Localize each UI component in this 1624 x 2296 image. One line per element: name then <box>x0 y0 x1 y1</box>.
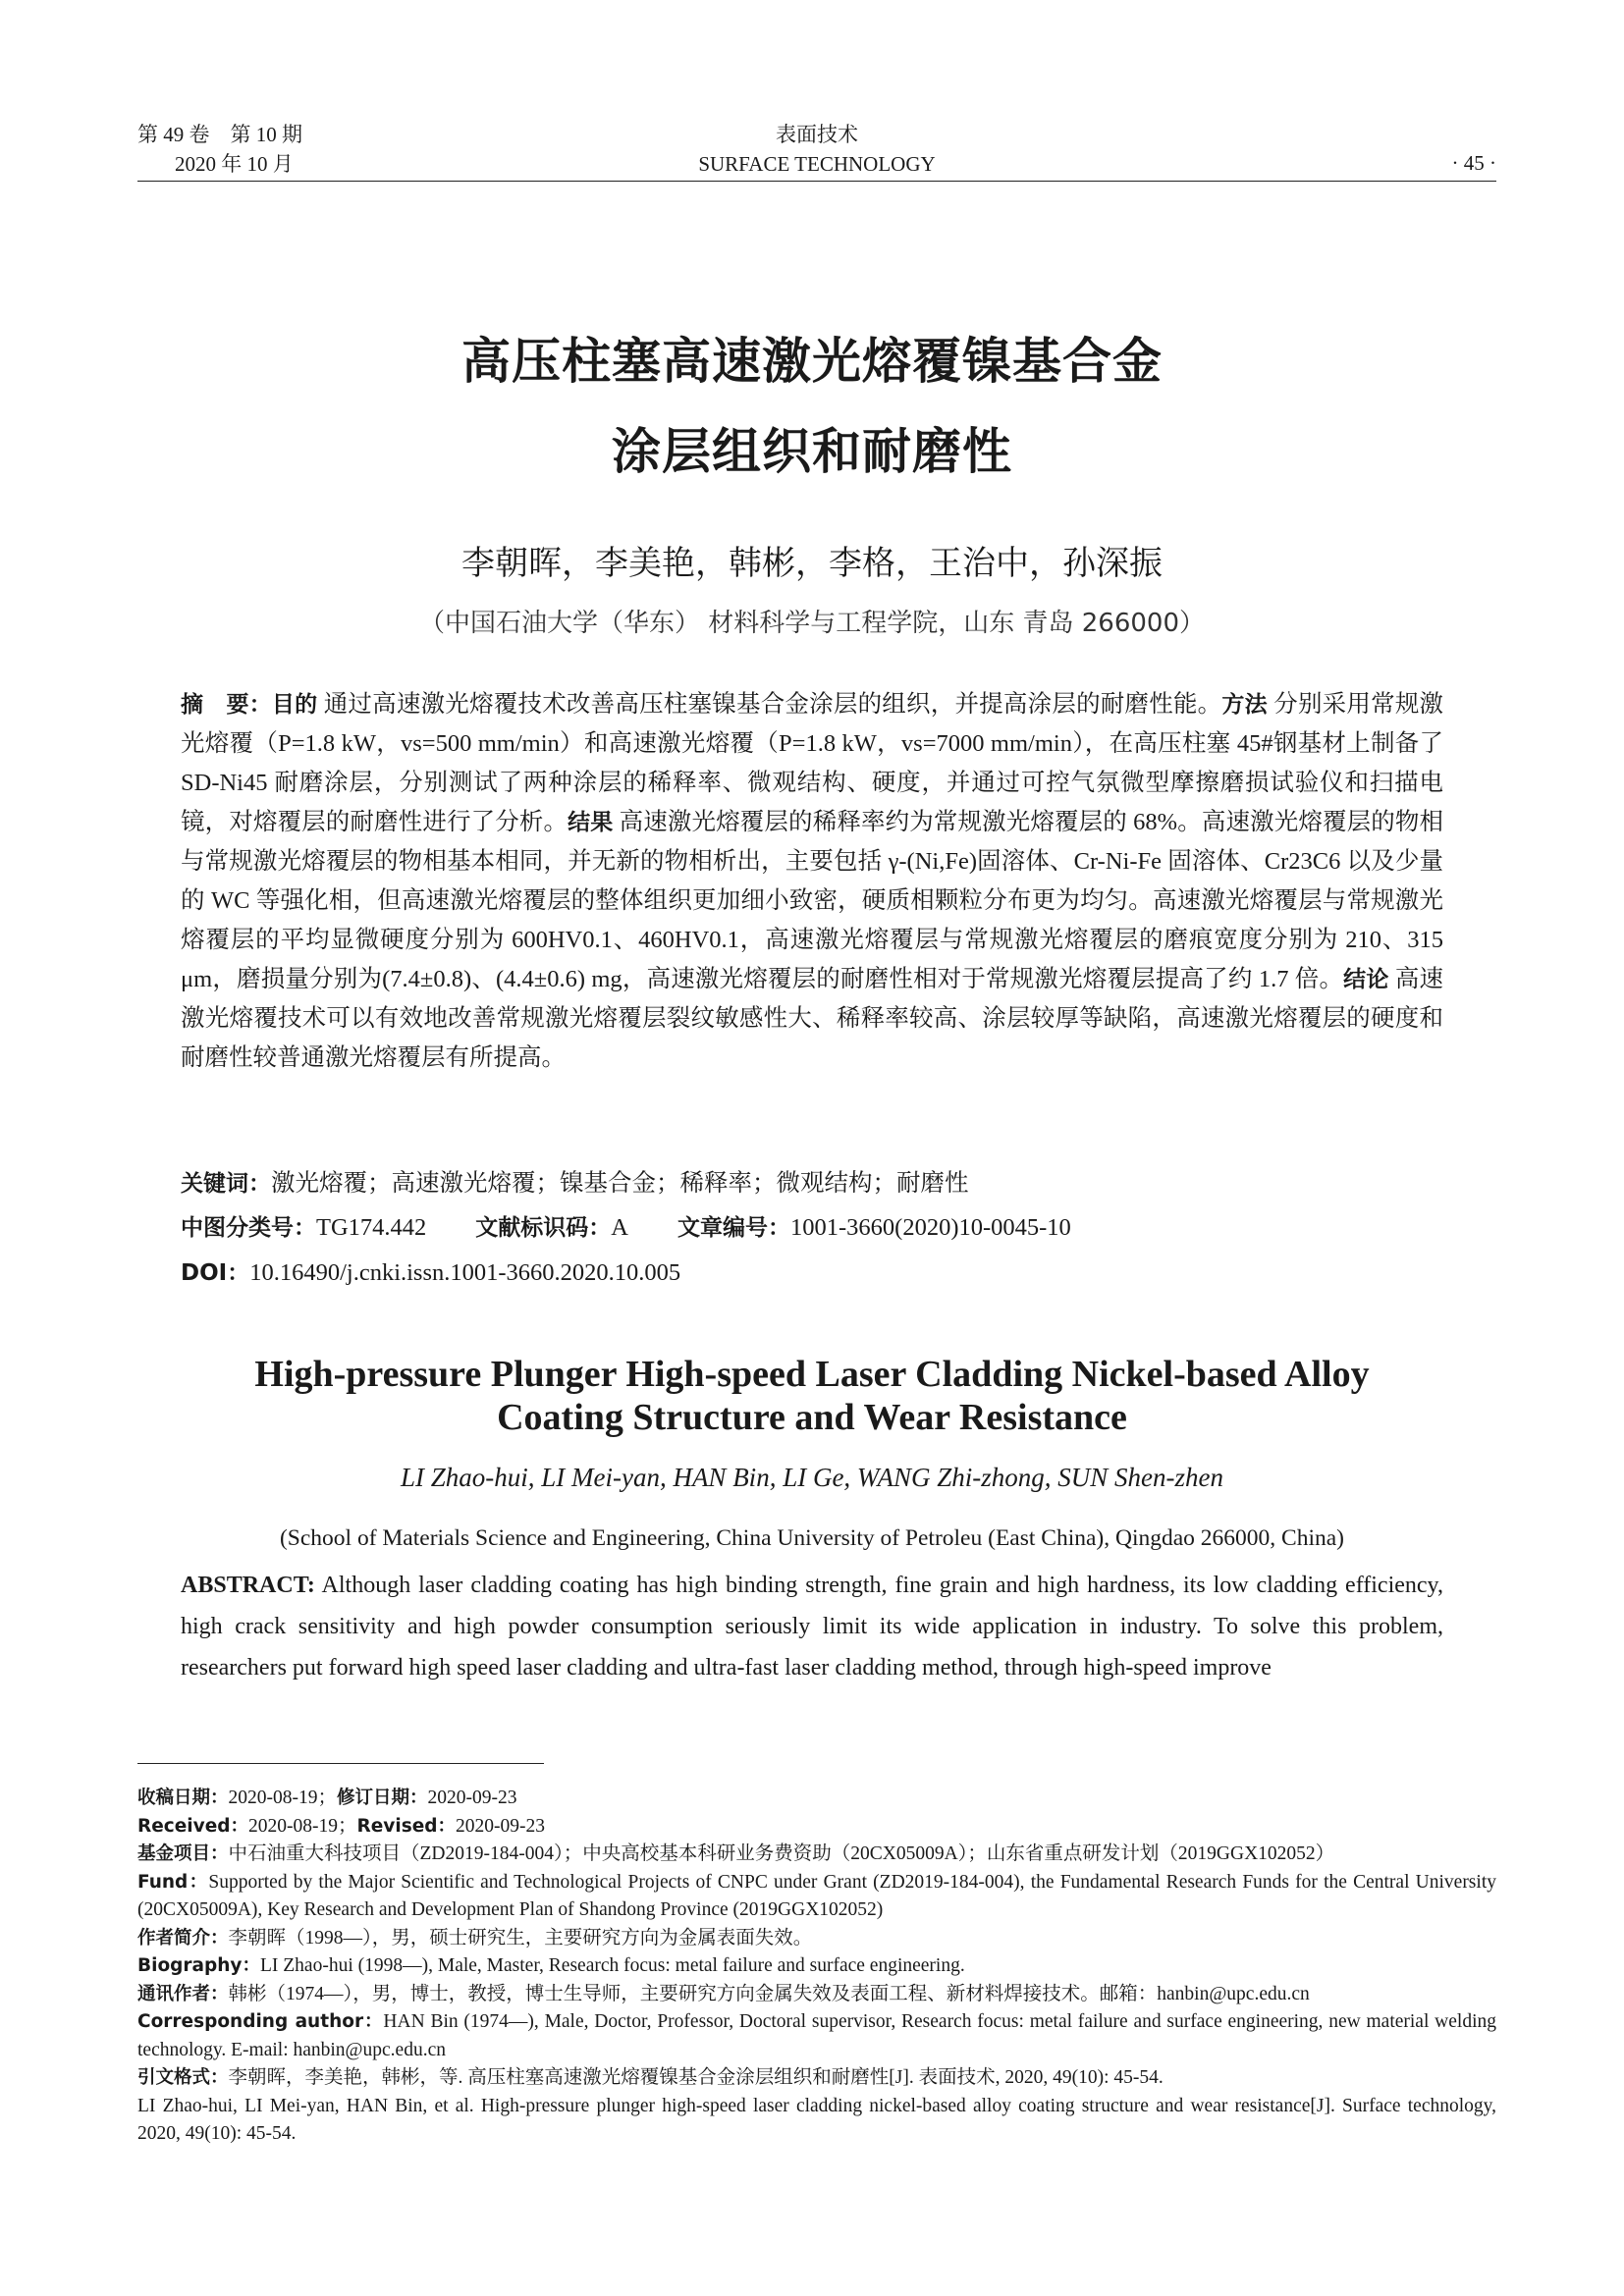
received-en <box>137 1813 1496 1842</box>
corr-en-label: Corresponding author： <box>137 2011 384 2032</box>
cite-cn-text: 李朝晖，李美艳，韩彬，等. 高压柱塞高速激光熔覆镍基合金涂层组织和耐磨性[J]. 表面技术, 2020, 49(10): 45-54. <box>228 2067 1164 2088</box>
bio-en <box>137 1952 1496 1981</box>
citation-cn <box>137 2064 1496 2093</box>
title-line-1: 高压柱塞高速激光熔覆镍基合金 <box>461 333 1163 390</box>
article-no-value: 1001-3660(2020)10-0045-10 <box>790 1214 1071 1241</box>
corresponding-cn <box>137 1981 1496 2009</box>
authors-en: LI Zhao-hui, LI Mei-yan, HAN Bin, LI Ge, WANG Zhi-zhong, SUN Shen-zhen <box>400 1463 1224 1492</box>
footnote-rule <box>137 1763 544 1764</box>
corr-en-text: HAN Bin (1974—), Male, Doctor, Professor, Doctoral supervisor, Research focus: metal failure and surface engineering, new material welding technology. E-mail: hanbin@upc.edu.cn <box>137 2011 1496 2060</box>
doi-line <box>181 1255 1443 1287</box>
bio-cn-text: 李朝晖（1998—），男，硕士研究生，主要研究方向为金属表面失效。 <box>228 1927 813 1949</box>
footnotes <box>137 1785 1496 2149</box>
abstract-label: 摘 要： <box>181 692 272 718</box>
result-label: 结果 <box>568 810 614 835</box>
doi-label: DOI： <box>181 1260 250 1286</box>
corresponding-en <box>137 2008 1496 2064</box>
fund-en-label: Fund： <box>137 1871 209 1893</box>
revised-cn-label: 修订日期： <box>337 1788 428 1808</box>
fund-cn-text: 中石油重大科技项目（ZD2019-184-004）；中央高校基本科研业务费资助（20CX05009A）；山东省重点研发计划（2019GGX102052） <box>228 1843 1335 1864</box>
bio-en-label: Biography： <box>137 1955 260 1976</box>
method-text: 分别采用常规激光熔覆（P=1.8 kW，vs=500 mm/min）和高速激光熔覆（P=1.8 kW，vs=7000 mm/min），在高压柱塞 45#钢基材上制备了 SD-Ni45 耐磨涂层，分别测试了两种涂层的稀释率、微观结构、硬度，并通过可控气氛微型摩擦磨损试验仪和扫描电镜，对熔覆层的耐磨性进行了分析。 <box>181 691 1444 835</box>
header-center <box>137 120 1496 179</box>
journal-name-en: SURFACE TECHNOLOGY <box>698 152 936 176</box>
method-label: 方法 <box>1221 692 1268 718</box>
paper-title-cn <box>0 316 1624 497</box>
affiliation-cn: （中国石油大学（华东） 材料科学与工程学院，山东 青岛 266000） <box>418 609 1206 638</box>
issue-date: 2020 年 10 月 <box>175 152 294 176</box>
paper-title-en <box>0 1353 1624 1439</box>
received-en-label: Received： <box>137 1815 248 1837</box>
abstract-en <box>181 1565 1443 1688</box>
abstract-en-text: Although laser cladding coating has high binding strength, fine grain and high hardness, its low cladding efficiency, high crack sensitivity and high powder consumption seriously limit its wide application in industry. To solve this problem, researchers put forward high speed laser cladding and ultra-fast laser cladding method, through high-speed improve <box>181 1573 1443 1681</box>
purpose-label: 目的 <box>271 692 318 718</box>
revised-en-date: 2020-09-23 <box>456 1815 545 1837</box>
running-header <box>137 116 1496 182</box>
fund-cn <box>137 1841 1496 1869</box>
en-title-line-1: High-pressure Plunger High-speed Laser Cladding Nickel-based Alloy <box>254 1354 1370 1395</box>
doc-code-label: 文献标识码： <box>475 1215 612 1241</box>
keywords <box>181 1164 1443 1199</box>
title-line-2: 涂层组织和耐磨性 <box>612 423 1012 480</box>
received-en-date: 2020-08-19； <box>248 1815 357 1837</box>
article-no-label: 文章编号： <box>677 1215 790 1241</box>
keywords-value: 激光熔覆；高速激光熔覆；镍基合金；稀释率；微观结构；耐磨性 <box>271 1170 969 1197</box>
abstract-en-label: ABSTRACT: <box>181 1573 315 1598</box>
revised-cn-date: 2020-09-23 <box>427 1788 517 1808</box>
journal-name-cn: 表面技术 <box>776 123 858 146</box>
received-cn <box>137 1785 1496 1813</box>
bio-cn <box>137 1925 1496 1953</box>
keywords-label: 关键词： <box>181 1171 271 1197</box>
received-cn-date: 2020-08-19； <box>228 1788 338 1808</box>
bio-en-text: LI Zhao-hui (1998—), Male, Master, Research focus: metal failure and surface engineering. <box>259 1955 965 1976</box>
citation-en: LI Zhao-hui, LI Mei-yan, HAN Bin, et al. High-pressure plunger high-speed laser cladding nickel-based alloy coating structure and wear resistance[J]. Surface technology, 2020, 49(10): 45-54. <box>137 2095 1496 2144</box>
conclusion-label: 结论 <box>1343 967 1389 992</box>
fund-en <box>137 1869 1496 1925</box>
page-number: · 45 · <box>1451 151 1496 175</box>
doc-code-value: A <box>611 1214 628 1241</box>
authors-cn: 李朝晖，李美艳，韩彬，李格，王治中，孙深振 <box>461 544 1163 583</box>
corr-cn-label: 通讯作者： <box>137 1983 229 2004</box>
clc-label: 中图分类号： <box>181 1215 316 1241</box>
fund-cn-label: 基金项目： <box>137 1843 229 1864</box>
received-cn-label: 收稿日期： <box>137 1788 229 1808</box>
revised-en-label: Revised： <box>356 1815 456 1837</box>
fund-en-text: Supported by the Major Scientific and Technological Projects of CNPC under Grant (ZD2019-184-004), the Fundamental Research Funds for the Central University (20CX05009A), Key Research and Development Plan of Shandong Province (2019GGX102052) <box>137 1871 1496 1920</box>
conclusion-text: 高速激光熔覆技术可以有效地改善常规激光熔覆层裂纹敏感性大、稀释率较高、涂层较厚等缺陷，高速激光熔覆层的硬度和耐磨性较普通激光熔覆层有所提高。 <box>181 966 1444 1071</box>
bio-cn-label: 作者简介： <box>137 1927 229 1949</box>
en-title-line-2: Coating Structure and Wear Resistance <box>497 1397 1127 1438</box>
affiliation-en: (School of Materials Science and Engineering, China University of Petroleu (East China), Qingdao 266000, China) <box>279 1525 1345 1551</box>
purpose-text: 通过高速激光熔覆技术改善高压柱塞镍基合金涂层的组织，并提高涂层的耐磨性能。 <box>323 691 1222 718</box>
corr-cn-text: 韩彬（1974—），男，博士，教授，博士生导师，主要研究方向金属失效及表面工程、新材料焊接技术。邮箱：hanbin@upc.edu.cn <box>228 1983 1310 2004</box>
volume-issue: 第 49 卷 第 10 期 <box>137 123 302 146</box>
abstract-cn <box>181 685 1443 1078</box>
doi-value: 10.16490/j.cnki.issn.1001-3660.2020.10.005 <box>249 1259 681 1286</box>
result-text: 高速激光熔覆层的稀释率约为常规激光熔覆层的 68%。高速激光熔覆层的物相与常规激光熔覆层的物相基本相同，并无新的物相析出，主要包括 γ-(Ni,Fe)固溶体、Cr-Ni-Fe 固溶体、Cr23C6 以及少量的 WC 等强化相，但高速激光熔覆层的整体组织更加细小致密，硬质相颗粒分布更为均匀。高速激光熔覆层与常规激光熔覆层的平均显微硬度分别为 600HV0.1、460HV0.1，高速激光熔覆层与常规激光熔覆层的磨痕宽度分别为 210、315 μm，磨损量分别为(7.4±0.8)、(4.4±0.6) mg，高速激光熔覆层的耐磨性相对于常规激光熔覆层提高了约 1.7 倍。 <box>181 809 1444 992</box>
cite-cn-label: 引文格式： <box>137 2067 229 2088</box>
clc-value: TG174.442 <box>316 1214 427 1241</box>
classification-line <box>181 1209 1443 1242</box>
